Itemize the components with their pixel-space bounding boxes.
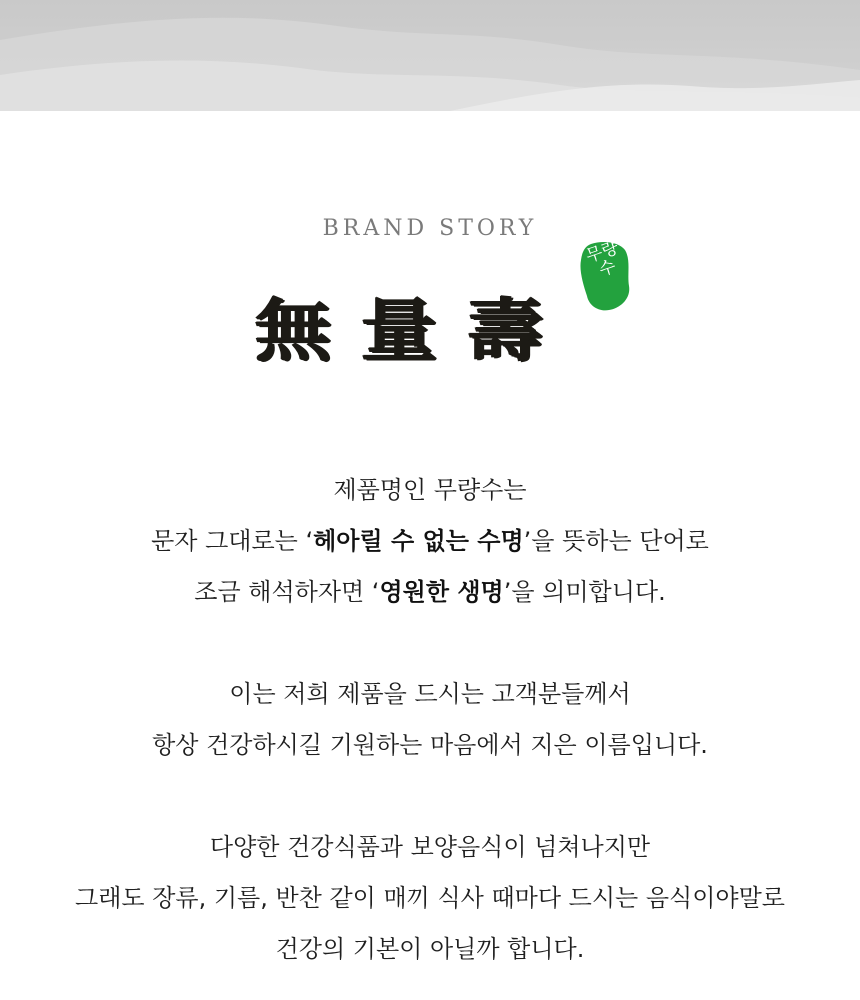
top-banner <box>0 0 860 111</box>
brand-story-header <box>0 216 860 241</box>
emphasis-text: 영원한 생명 <box>379 578 504 606</box>
logo-hanja: 無量壽 <box>255 289 573 370</box>
emphasis-text: 헤아릴 수 없는 수명 <box>313 527 524 555</box>
brand-story-text <box>0 465 860 975</box>
story-line: 항상 건강하시길 기원하는 마음에서 지은 이름입니다. <box>152 731 708 759</box>
story-line: 다양한 건강식품과 보양음식이 넘쳐나지만 <box>209 833 651 861</box>
brand-logo <box>255 237 635 370</box>
story-line: 그래도 장류, 기름, 반찬 같이 매끼 식사 때마다 드시는 음식이야말로 <box>75 884 785 912</box>
mountain-landscape-image <box>0 0 860 111</box>
story-line: 제품명인 무량수는 <box>333 476 527 504</box>
story-line: 조금 해석하자면 ‘영원한 생명’을 의미합니다. <box>194 578 666 606</box>
brand-story-label: BRAND STORY <box>322 216 538 241</box>
story-line: 이는 저희 제품을 드시는 고객분들께서 <box>229 680 631 708</box>
story-line: 건강의 기본이 아닐까 합니다. <box>275 935 585 963</box>
story-line: 문자 그대로는 ‘헤아릴 수 없는 수명’을 뜻하는 단어로 <box>151 527 709 555</box>
seal-text: 무량수 <box>583 237 621 281</box>
